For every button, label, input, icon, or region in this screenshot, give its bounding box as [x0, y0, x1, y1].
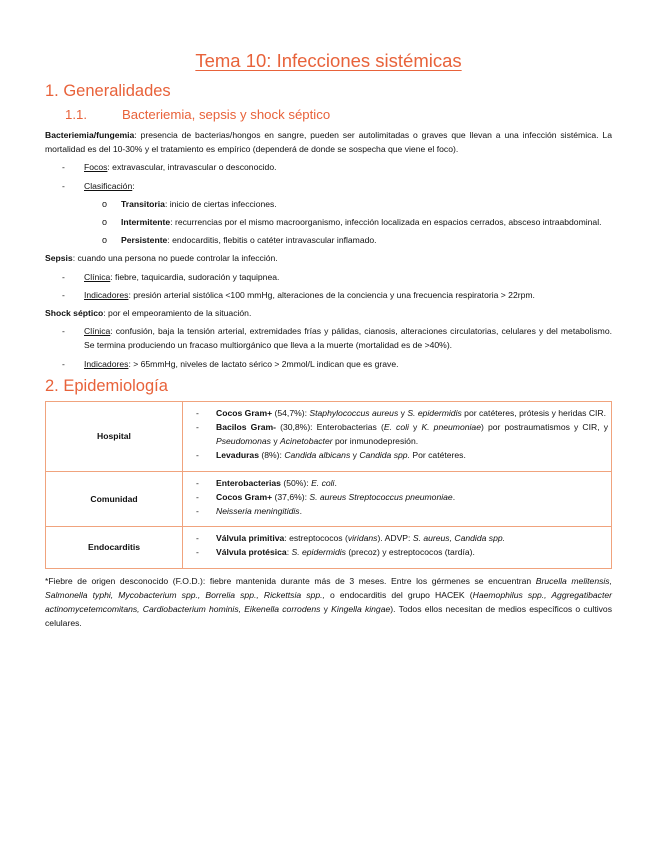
- dash-bullet: -: [62, 358, 65, 369]
- sublist-item: o Persistente: endocarditis, flebitis o catéter intravascular inflamado.: [83, 233, 611, 247]
- list-item: - Indicadores: presión arterial sistólica <100 mmHg, alteraciones de la conciencia y una frecuencia respiratoria > 22rpm.: [45, 288, 612, 302]
- shock-list: [45, 324, 612, 371]
- table-cell: [183, 471, 612, 527]
- section-heading-epidemiologia: 2. Epidemiología: [45, 376, 168, 395]
- dash-bullet: -: [196, 407, 199, 418]
- list-item: - Clasificación: o Transitoria: inicio de ciertas infecciones. o Intermitente: recurrencias por el mismo macroorganismo, infección localizada en espacios cerrados, absceso intraabdominal. o Persistente: endocarditis, flebitis o catéter intravascular inflamado.: [45, 179, 612, 248]
- dash-bullet: -: [196, 533, 199, 544]
- circle-bullet: o: [102, 235, 108, 246]
- circle-bullet: o: [102, 217, 108, 228]
- footnote-fod: *Fiebre de origen desconocido (F.O.D.): fiebre mantenida durante más de 3 meses. Entre los gérmenes se encuentran Brucella melitensis, Salmonella typhi, Mycobacterium spp., Borrelia spp., Rickettsia spp., o endocarditis del grupo HACEK (Haemophilus spp., Aggregatibacter actinomycetemcomitans, Cardiobacterium hominis, Eikenella corrodens y Kingella kingae). Todos ellos necesitan de medios específicos o cultivos celulares.: [45, 575, 612, 629]
- list-item: - Clínica: fiebre, taquicardia, sudoración y taquipnea.: [45, 270, 612, 284]
- dash-bullet: -: [196, 491, 199, 502]
- list-item: - Indicadores: > 65mmHg, niveles de lactato sérico > 2mmol/L indican que es grave.: [45, 357, 612, 371]
- sepsis-list: [45, 270, 612, 302]
- subsection-title: Bacteriemia, sepsis y shock séptico: [122, 107, 331, 122]
- dash-bullet: -: [62, 326, 65, 337]
- dash-bullet: -: [196, 450, 199, 461]
- dash-bullet: -: [196, 547, 199, 558]
- sublist-item: o Intermitente: recurrencias por el mismo macroorganismo, infección localizada en espacios cerrados, absceso intraabdominal.: [83, 215, 611, 229]
- list-item: - Válvula protésica: S. epidermidis (precoz) y estreptococos (tardía).: [186, 545, 608, 559]
- row-label-comunidad: Comunidad: [46, 471, 183, 527]
- epidemiology-table: [45, 401, 612, 569]
- sepsis-paragraph: Sepsis: cuando una persona no puede controlar la infección.: [45, 253, 278, 264]
- row-label-endocarditis: Endocarditis: [46, 527, 183, 568]
- page-title: Tema 10: Infecciones sistémicas: [195, 50, 462, 71]
- dash-bullet: -: [196, 506, 199, 517]
- list-item: - Cocos Gram+ (54,7%): Staphylococcus aureus y S. epidermidis por catéteres, prótesis y heridas CIR.: [186, 406, 608, 420]
- term: Bacteriemia/fungemia: [45, 130, 135, 140]
- document-page: [45, 48, 612, 634]
- list-item: - Válvula primitiva: estreptococos (viridans). ADVP: S. aureus, Candida spp.: [186, 531, 608, 545]
- shock-paragraph: Shock séptico: por el empeoramiento de la situación.: [45, 308, 252, 319]
- table-row: [46, 527, 612, 568]
- dash-bullet: -: [62, 289, 65, 300]
- subsection-number: 1.1.: [65, 107, 87, 122]
- circle-bullet: o: [102, 198, 108, 209]
- row-label-hospital: Hospital: [46, 401, 183, 471]
- bacteriemia-list: [45, 160, 612, 247]
- table-row: [46, 471, 612, 527]
- list-item: - Neisseria meningitidis.: [186, 504, 608, 518]
- dash-bullet: -: [62, 271, 65, 282]
- list-item: - Levaduras (8%): Candida albicans y Candida spp. Por catéteres.: [186, 448, 608, 462]
- list-item: - Focos: extravascular, intravascular o desconocido.: [45, 160, 612, 174]
- list-item: - Bacilos Gram- (30,8%): Enterobacterias (E. coli y K. pneumoniae) por postraumatismos y CIR, y Pseudomonas y Acinetobacter por inmunodepresión.: [196, 422, 608, 447]
- section-heading-generalidades: 1. Generalidades: [45, 82, 171, 100]
- sublist-item: o Transitoria: inicio de ciertas infecciones.: [83, 197, 611, 211]
- list-item: - Cocos Gram+ (37,6%): S. aureus Streptococcus pneumoniae.: [186, 490, 608, 504]
- dash-bullet: -: [196, 422, 199, 433]
- subsection-heading: [65, 105, 612, 125]
- bacteriemia-paragraph: Bacteriemia/fungemia: presencia de bacterias/hongos en sangre, pueden ser autolimitadas o graves que llevan a una infección sistémica. La mortalidad es del 10-30% y el tratamiento es empírico (dependerá de donde se sospecha que viene el foco).: [45, 130, 612, 155]
- list-item: - Enterobacterias (50%): E. coli.: [186, 476, 608, 490]
- table-row: [46, 401, 612, 471]
- table-cell: [183, 527, 612, 568]
- dash-bullet: -: [62, 180, 65, 191]
- dash-bullet: -: [196, 477, 199, 488]
- dash-bullet: -: [62, 162, 65, 173]
- table-cell: [183, 401, 612, 471]
- list-item: - Clínica: confusión, baja la tensión arterial, extremidades frías y pálidas, cianosis, alteraciones circulatorias, celulares y del metabolismo. Se termina produciendo un fracaso multiorgánico que lleva a la muerte (mortalidad es de >40%).: [62, 326, 612, 351]
- clasificacion-sublist: [84, 197, 612, 248]
